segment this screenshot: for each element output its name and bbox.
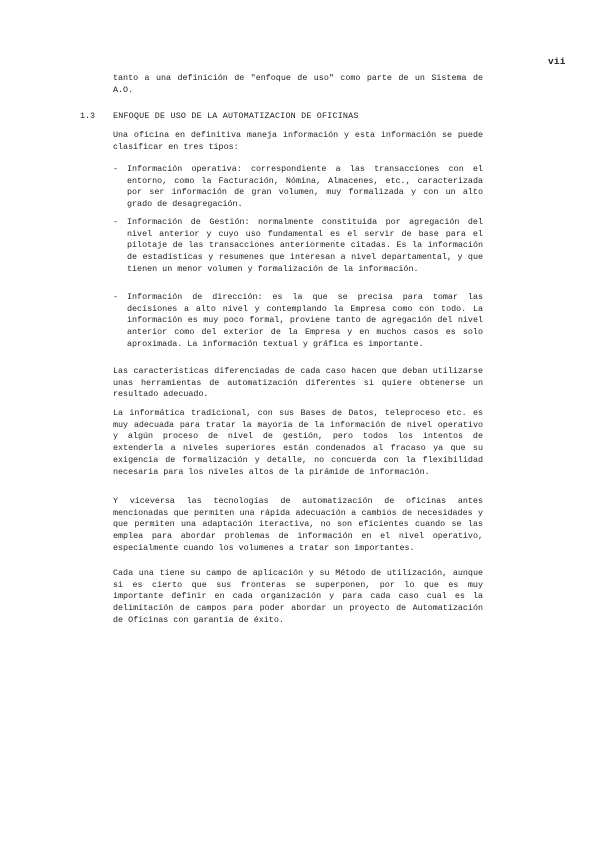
bullet-item-gestion: Información de Gestión: normalmente constituida por agregación del nivel anterior y cuyo uso fundamental es el servir de base para el pilotaje de las transacciones anteriormente citadas. Es la información de estadísticas y resumenes que interesan a nivel departamental, y que tienen un menor volumen y formalización de la información. — [127, 217, 483, 274]
body-paragraph: La informática tradicional, con sus Bases de Datos, teleproceso etc. es muy adecuada para tratar la mayoría de la información de nivel operativo y algún proceso de nivel de gestión, pero todos los intentos de extenderla a niveles superiores están condenados al fracaso ya que su exigencia de formalización y detalle, no concuerda con la flexibilidad necesaria para los niveles altos de la pirámide de información. — [113, 408, 483, 477]
section-number: 1.3 — [80, 111, 96, 121]
section-title: ENFOQUE DE USO DE LA AUTOMATIZACION DE OFICINAS — [113, 111, 359, 121]
bullet-marker: - — [113, 217, 119, 227]
body-paragraph: Las características diferenciadas de cada caso hacen que deban utilizarse unas herramientas de automatización diferentes si quiere obtenerse un resultado adecuado. — [113, 366, 483, 400]
body-paragraph: Y viceversa las tecnologías de automatización de oficinas antes mencionadas que permiten una rápida adecuación a cambios de necesidades y que permiten una adaptación iteractiva, no son eficientes cuando se las emplea para abordar problemas de información en el nivel operativo, especialmente cuando los volumenes a tratar son importantes. — [113, 496, 483, 553]
lead-paragraph: Una oficina en definitiva maneja información y esta información se puede clasificar en tres tipos: — [113, 130, 483, 152]
bullet-marker: - — [113, 164, 119, 174]
bullet-item-operativa: Información operativa: correspondiente a las transacciones con el entorno, como la Facturación, Nómina, Almacenes, etc., caracterizada por ser información de gran volumen, muy formalizada y con un alto grado de desagregación. — [127, 164, 483, 210]
page-number: vii — [548, 56, 566, 67]
bullet-marker: - — [113, 292, 119, 302]
intro-paragraph: tanto a una definición de "enfoque de uso" como parte de un Sistema de A.O. — [113, 73, 483, 95]
body-paragraph: Cada una tiene su campo de aplicación y su Método de utilización, aunque si es cierto que sus fronteras se superponen, por lo que es muy importante definir en cada organización y para cada caso cual es la delimitación de campos para poder abordar un proyecto de Automatización de Oficinas con garantía de éxito. — [113, 568, 483, 625]
bullet-item-direccion: Información de dirección: es la que se precisa para tomar las decisiones a alto nivel y contemplando la Empresa como con todo. La información es muy poco formal, proviene tanto de agregación del nivel anterior como del exterior de la Empresa y en muchos casos es solo aproximada. La información textual y gráfica es importante. — [127, 292, 483, 349]
